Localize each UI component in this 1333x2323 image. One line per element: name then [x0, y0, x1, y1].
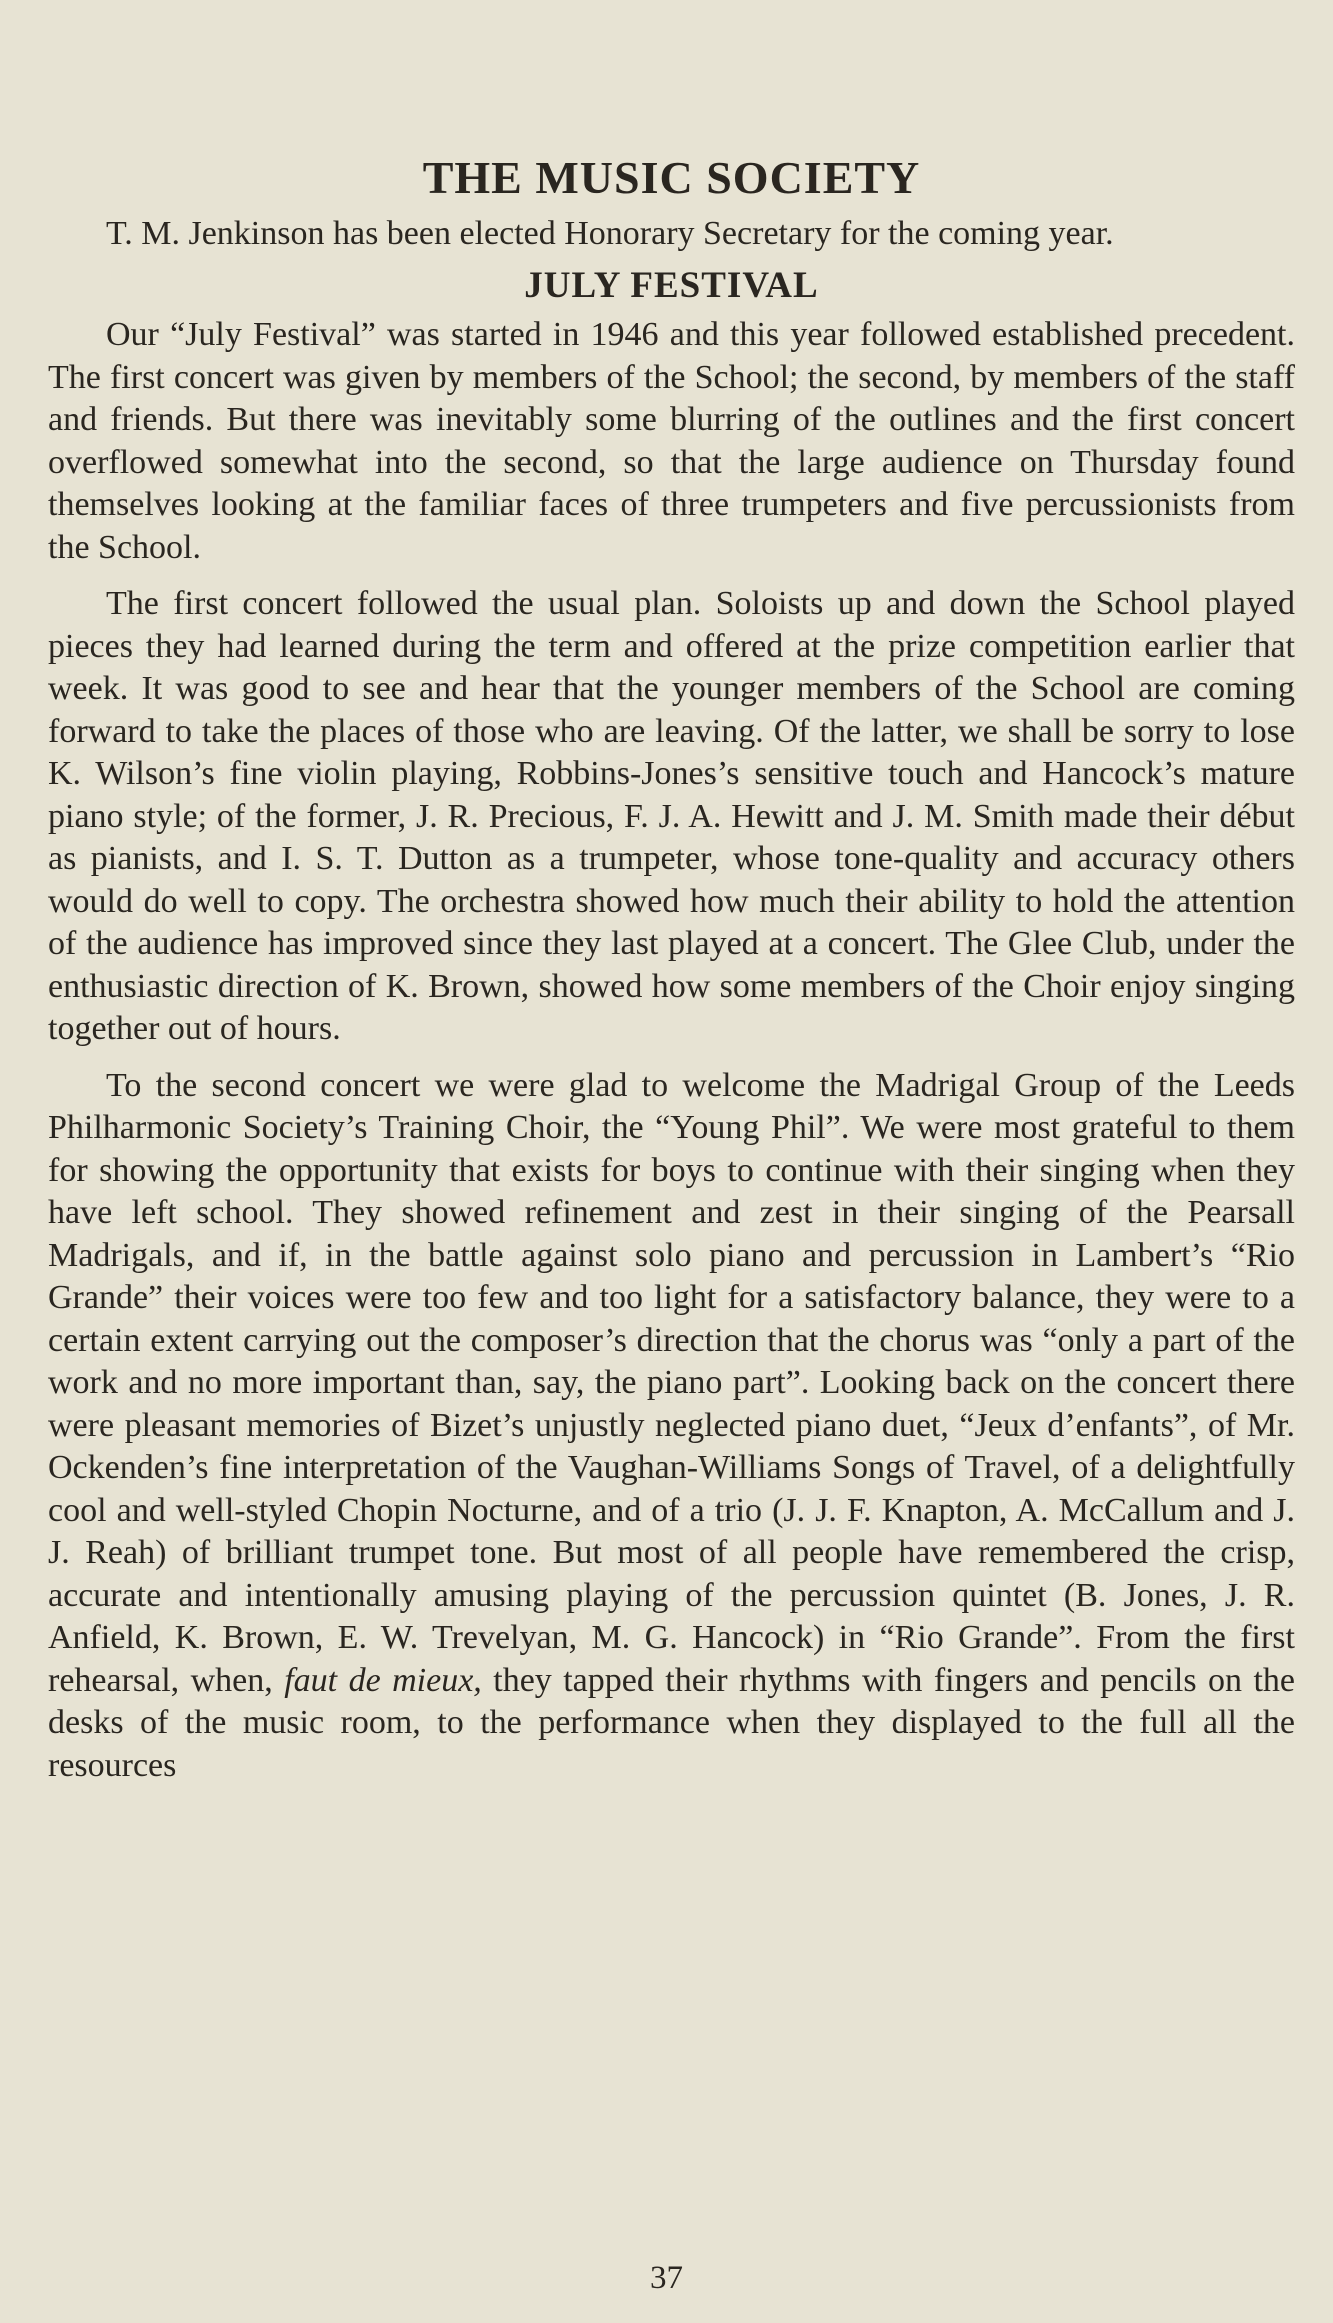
paragraph-3-italic-phrase: faut de mieux, — [284, 1661, 482, 1699]
paragraph-2: The first concert followed the usual plan. Soloists up and down the School played pieces they had learned during the term and offered at the prize competition earlier that week. It was good to see and hear that the younger members of the School are coming forward to take the places of those who are leaving. Of the latter, we shall be sorry to lose K. Wilson’s fine violin playing, Robbins-Jones’s sensitive touch and Hancock’s mature piano style; of the former, J. R. Precious, F. J. A. Hewitt and J. M. Smith made their début as pianists, and I. S. T. Dutton as a trumpeter, whose tone-quality and accuracy others would do well to copy. The orchestra showed how much their ability to hold the attention of the audience has improved since they last played at a concert. The Glee Club, under the enthusiastic direction of K. Brown, showed how some members of the Choir enjoy singing together out of hours. — [48, 585, 1295, 1048]
article-title: THE MUSIC SOCIETY — [422, 152, 921, 203]
paragraph-3-text-after: they tapped their rhythms with fingers and pencils on the desks of the music room, to the performance when they displayed to the full all the resources — [48, 1661, 1295, 1784]
paragraph-3 — [48, 1065, 1295, 1788]
paragraph-3-text-before: To the second concert we were glad to welcome the Madrigal Group of the Leeds Philharmonic Society’s Training Choir, the “Young Phil”. We were most grateful to them for showing the opportunity that exists for boys to continue with their singing when they have left school. They showed refinement and zest in their singing of the Pearsall Madrigals, and if, in the battle against solo piano and percussion in Lambert’s “Rio Grande” their voices were too few and too light for a satisfactory balance, they were to a certain extent carrying out the composer’s direction that the chorus was “only a part of the work and no more important than, say, the piano part”. Looking back on the concert there were pleasant memories of Bizet’s unjustly neglected piano duet, “Jeux d’enfants”, of Mr. Ockenden’s fine interpretation of the Vaughan-Williams Songs of Travel, of a delightfully cool and well-styled Chopin Nocturne, and of a trio (J. J. F. Knapton, A. McCallum and J. J. Reah) of brilliant trumpet tone. But most of all people have remembered the crisp, accurate and intentionally amusing playing of the percussion quintet (B. Jones, J. R. Anfield, K. Brown, E. W. Trevelyan, M. G. Hancock) in “Rio Grande”. From the first rehearsal, when, — [48, 1066, 1295, 1699]
paragraph-1: Our “July Festival” was started in 1946 and this year followed established precedent. The first concert was given by members of the School; the second, by members of the staff and friends. But there was inevitably some blurring of the outlines and the first concert overflowed somewhat into the second, so that the large audience on Thursday found themselves looking at the familiar faces of three trumpeters and five percussionists from the School. — [48, 316, 1295, 566]
page-number: 37 — [650, 2260, 683, 2296]
intro-paragraph: T. M. Jenkinson has been elected Honorary Secretary for the coming year. — [106, 215, 1114, 253]
section-heading: JULY FESTIVAL — [524, 264, 819, 306]
